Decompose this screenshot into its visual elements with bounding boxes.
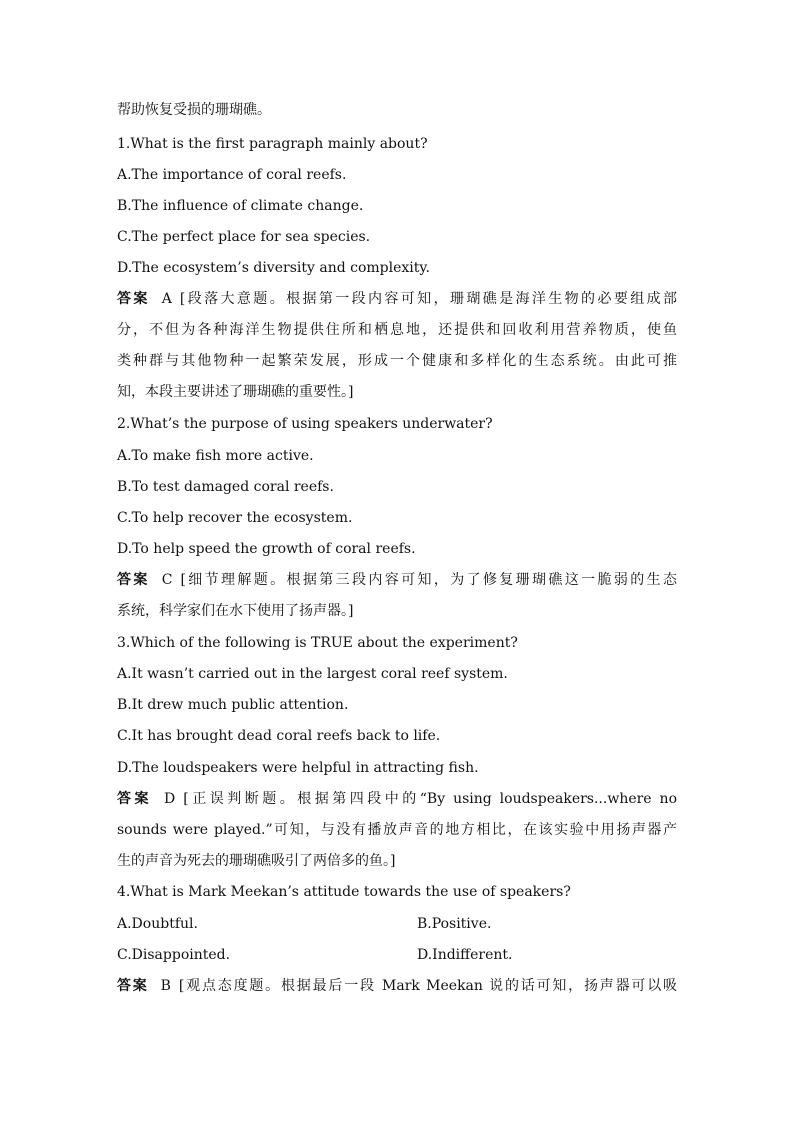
question-2-answer-line [117, 571, 677, 589]
question-3-option-a: A.It wasn’t carried out in the largest coral reef system. [117, 666, 508, 682]
question-4-option-b: B.Positive. [417, 916, 492, 932]
question-4-option-a: A.Doubtful. [117, 916, 198, 932]
answer-letter: B [160, 978, 171, 994]
answer-label: 答案 [117, 791, 153, 807]
answer-label: 答案 [117, 291, 150, 307]
explanation-text: [观点态度题。根据最后一段 Mark Meekan 说的话可知，扬声器可以吸 [178, 978, 678, 994]
question-2-option-a: A.To make fish more active. [117, 448, 314, 464]
question-4-option-c: C.Disappointed. [117, 947, 231, 963]
explanation-text: [正误判断题。根据第四段中的“By using loudspeakers...where no [183, 791, 677, 807]
question-3-explanation-3: 生的声音为死去的珊瑚礁吸引了两倍多的鱼。] [117, 853, 396, 869]
question-1-stem: 1.What is the first paragraph mainly about? [117, 136, 428, 152]
question-4-options-row-1 [117, 915, 677, 933]
question-1-explanation-2: 分，不但为各种海洋生物提供住所和栖息地，还提供和回收利用营养物质，使鱼 [117, 322, 677, 338]
question-3-stem: 3.Which of the following is TRUE about the experiment? [117, 635, 518, 651]
question-1-answer-line [117, 290, 677, 308]
question-4-stem: 4.What is Mark Meekan’s attitude towards the use of speakers? [117, 884, 571, 900]
question-2-stem: 2.What’s the purpose of using speakers underwater? [117, 416, 493, 432]
question-1-explanation-3: 类种群与其他物种一起繁荣发展，形成一个健康和多样化的生态系统。由此可推 [117, 353, 677, 369]
question-2-explanation-2: 系统，科学家们在水下使用了扬声器。] [117, 603, 354, 619]
question-1-option-b: B.The influence of climate change. [117, 198, 364, 214]
question-2-option-b: B.To test damaged coral reefs. [117, 479, 334, 495]
question-3-option-c: C.It has brought dead coral reefs back to life. [117, 728, 441, 744]
question-4-option-d: D.Indifferent. [417, 947, 513, 963]
question-1-option-d: D.The ecosystem’s diversity and complexity. [117, 260, 430, 276]
question-4-options-row-2 [117, 946, 677, 964]
question-2-option-d: D.To help speed the growth of coral reefs. [117, 541, 416, 557]
question-1-option-c: C.The perfect place for sea species. [117, 229, 371, 245]
intro-tail: 帮助恢复受损的珊瑚礁。 [117, 102, 271, 118]
answer-letter: D [164, 791, 176, 807]
answer-label: 答案 [117, 572, 150, 588]
question-3-answer-line [117, 790, 677, 808]
question-1-option-a: A.The importance of coral reefs. [117, 167, 347, 183]
question-1-explanation-4: 知，本段主要讲述了珊瑚礁的重要性。] [117, 384, 354, 400]
explanation-text: [段落大意题。根据第一段内容可知，珊瑚礁是海洋生物的必要组成部 [179, 291, 677, 307]
explanation-text: [细节理解题。根据第三段内容可知，为了修复珊瑚礁这一脆弱的生态 [180, 572, 678, 588]
answer-letter: C [161, 572, 173, 588]
answer-label: 答案 [117, 978, 149, 994]
question-3-explanation-2: sounds were played.”可知，与没有播放声音的地方相比，在该实验中用扬声器产 [117, 822, 677, 838]
question-3-option-d: D.The loudspeakers were helpful in attracting fish. [117, 760, 479, 776]
question-2-option-c: C.To help recover the ecosystem. [117, 510, 353, 526]
question-4-answer-line [117, 977, 677, 995]
answer-letter: A [161, 291, 172, 307]
question-3-option-b: B.It drew much public attention. [117, 697, 349, 713]
